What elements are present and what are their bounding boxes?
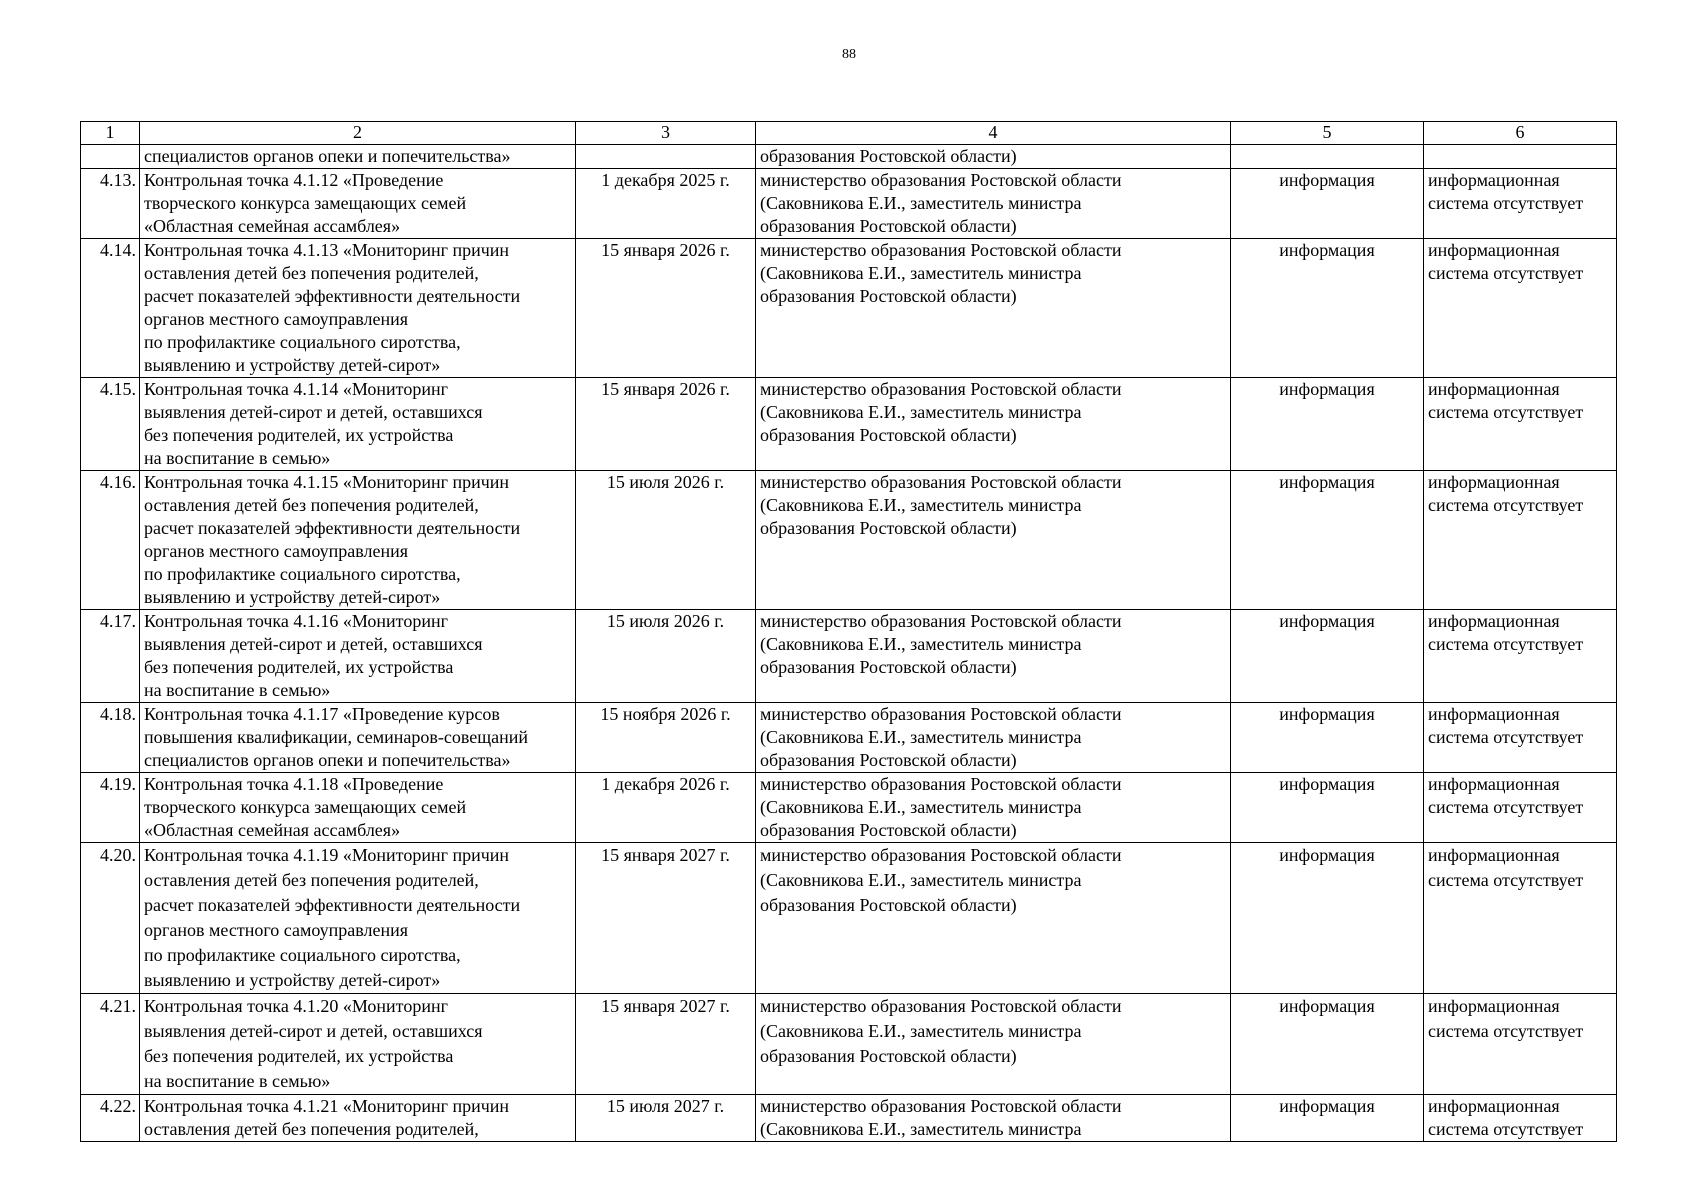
row-responsible: министерство образования Ростовской области (Саковникова Е.И., заместитель министра образования Ростовской области) bbox=[756, 843, 1231, 994]
row-deadline: 15 ноября 2026 г. bbox=[576, 703, 756, 773]
row-deadline: 15 июля 2026 г. bbox=[576, 610, 756, 703]
row-description: Контрольная точка 4.1.20 «Мониторинг выявления детей-сирот и детей, оставшихся без попечения родителей, их устройства на воспитание в семью» bbox=[140, 994, 576, 1095]
row-document-type bbox=[1231, 145, 1424, 169]
column-header: 3 bbox=[576, 122, 756, 145]
table-row bbox=[81, 843, 1617, 994]
row-description: специалистов органов опеки и попечительства» bbox=[140, 145, 576, 169]
row-document-type: информация bbox=[1231, 239, 1424, 378]
row-document-type: информация bbox=[1231, 843, 1424, 994]
row-description: Контрольная точка 4.1.15 «Мониторинг причин оставления детей без попечения родителей, расчет показателей эффективности деятельности органов местного самоуправления по профилактике социального сиротства, выявлению и устройству детей-сирот» bbox=[140, 471, 576, 610]
row-number: 4.16. bbox=[81, 471, 140, 610]
row-responsible: министерство образования Ростовской области (Саковникова Е.И., заместитель министра образования Ростовской области) bbox=[756, 773, 1231, 843]
row-responsible: министерство образования Ростовской области (Саковникова Е.И., заместитель министра образования Ростовской области) bbox=[756, 703, 1231, 773]
row-information-system: информационная система отсутствует bbox=[1424, 1095, 1617, 1142]
row-document-type: информация bbox=[1231, 169, 1424, 239]
row-information-system: информационная система отсутствует bbox=[1424, 773, 1617, 843]
table-row bbox=[81, 239, 1617, 378]
row-number: 4.19. bbox=[81, 773, 140, 843]
table-row bbox=[81, 471, 1617, 610]
row-document-type: информация bbox=[1231, 1095, 1424, 1142]
column-header: 6 bbox=[1424, 122, 1617, 145]
row-number: 4.17. bbox=[81, 610, 140, 703]
row-deadline: 15 июля 2026 г. bbox=[576, 471, 756, 610]
table-row bbox=[81, 994, 1617, 1095]
table-row bbox=[81, 378, 1617, 471]
row-deadline: 15 января 2027 г. bbox=[576, 843, 756, 994]
row-document-type: информация bbox=[1231, 773, 1424, 843]
row-number: 4.18. bbox=[81, 703, 140, 773]
row-information-system: информационная система отсутствует bbox=[1424, 169, 1617, 239]
table-row bbox=[81, 1095, 1617, 1142]
table-row bbox=[81, 703, 1617, 773]
row-responsible: министерство образования Ростовской области (Саковникова Е.И., заместитель министра образования Ростовской области) bbox=[756, 239, 1231, 378]
row-description: Контрольная точка 4.1.21 «Мониторинг причин оставления детей без попечения родителей, bbox=[140, 1095, 576, 1142]
row-responsible: образования Ростовской области) bbox=[756, 145, 1231, 169]
row-document-type: информация bbox=[1231, 703, 1424, 773]
row-number: 4.14. bbox=[81, 239, 140, 378]
row-deadline: 1 декабря 2025 г. bbox=[576, 169, 756, 239]
row-information-system: информационная система отсутствует bbox=[1424, 239, 1617, 378]
row-responsible: министерство образования Ростовской области (Саковникова Е.И., заместитель министра образования Ростовской области) bbox=[756, 471, 1231, 610]
table-row bbox=[81, 169, 1617, 239]
row-description: Контрольная точка 4.1.12 «Проведение творческого конкурса замещающих семей «Областная семейная ассамблея» bbox=[140, 169, 576, 239]
row-deadline: 15 января 2026 г. bbox=[576, 239, 756, 378]
row-description: Контрольная точка 4.1.18 «Проведение творческого конкурса замещающих семей «Областная семейная ассамблея» bbox=[140, 773, 576, 843]
row-information-system: информационная система отсутствует bbox=[1424, 610, 1617, 703]
row-document-type: информация bbox=[1231, 994, 1424, 1095]
row-responsible: министерство образования Ростовской области (Саковникова Е.И., заместитель министра bbox=[756, 1095, 1231, 1142]
row-information-system: информационная система отсутствует bbox=[1424, 843, 1617, 994]
row-deadline bbox=[576, 145, 756, 169]
row-document-type: информация bbox=[1231, 610, 1424, 703]
row-deadline: 15 января 2026 г. bbox=[576, 378, 756, 471]
row-responsible: министерство образования Ростовской области (Саковникова Е.И., заместитель министра образования Ростовской области) bbox=[756, 994, 1231, 1095]
row-deadline: 15 января 2027 г. bbox=[576, 994, 756, 1095]
row-information-system: информационная система отсутствует bbox=[1424, 378, 1617, 471]
row-number bbox=[81, 145, 140, 169]
column-header: 2 bbox=[140, 122, 576, 145]
row-responsible: министерство образования Ростовской области (Саковникова Е.И., заместитель министра образования Ростовской области) bbox=[756, 378, 1231, 471]
row-number: 4.20. bbox=[81, 843, 140, 994]
row-information-system: информационная система отсутствует bbox=[1424, 471, 1617, 610]
table-row bbox=[81, 610, 1617, 703]
document-table bbox=[80, 121, 1617, 1142]
row-number: 4.21. bbox=[81, 994, 140, 1095]
row-information-system bbox=[1424, 145, 1617, 169]
row-document-type: информация bbox=[1231, 471, 1424, 610]
column-header: 1 bbox=[81, 122, 140, 145]
column-header: 5 bbox=[1231, 122, 1424, 145]
row-number: 4.13. bbox=[81, 169, 140, 239]
table-row bbox=[81, 145, 1617, 169]
row-responsible: министерство образования Ростовской области (Саковникова Е.И., заместитель министра образования Ростовской области) bbox=[756, 610, 1231, 703]
row-document-type: информация bbox=[1231, 378, 1424, 471]
table-header-row bbox=[81, 122, 1617, 145]
row-number: 4.15. bbox=[81, 378, 140, 471]
row-description: Контрольная точка 4.1.17 «Проведение курсов повышения квалификации, семинаров-совещаний специалистов органов опеки и попечительства» bbox=[140, 703, 576, 773]
row-description: Контрольная точка 4.1.14 «Мониторинг выявления детей-сирот и детей, оставшихся без попечения родителей, их устройства на воспитание в семью» bbox=[140, 378, 576, 471]
row-information-system: информационная система отсутствует bbox=[1424, 994, 1617, 1095]
table-row bbox=[81, 773, 1617, 843]
row-description: Контрольная точка 4.1.13 «Мониторинг причин оставления детей без попечения родителей, расчет показателей эффективности деятельности органов местного самоуправления по профилактике социального сиротства, выявлению и устройству детей-сирот» bbox=[140, 239, 576, 378]
row-number: 4.22. bbox=[81, 1095, 140, 1142]
row-deadline: 1 декабря 2026 г. bbox=[576, 773, 756, 843]
row-description: Контрольная точка 4.1.19 «Мониторинг причин оставления детей без попечения родителей, расчет показателей эффективности деятельности органов местного самоуправления по профилактике социального сиротства, выявлению и устройству детей-сирот» bbox=[140, 843, 576, 994]
column-header: 4 bbox=[756, 122, 1231, 145]
page-number: 88 bbox=[842, 47, 856, 62]
row-responsible: министерство образования Ростовской области (Саковникова Е.И., заместитель министра образования Ростовской области) bbox=[756, 169, 1231, 239]
row-deadline: 15 июля 2027 г. bbox=[576, 1095, 756, 1142]
row-description: Контрольная точка 4.1.16 «Мониторинг выявления детей-сирот и детей, оставшихся без попечения родителей, их устройства на воспитание в семью» bbox=[140, 610, 576, 703]
row-information-system: информационная система отсутствует bbox=[1424, 703, 1617, 773]
